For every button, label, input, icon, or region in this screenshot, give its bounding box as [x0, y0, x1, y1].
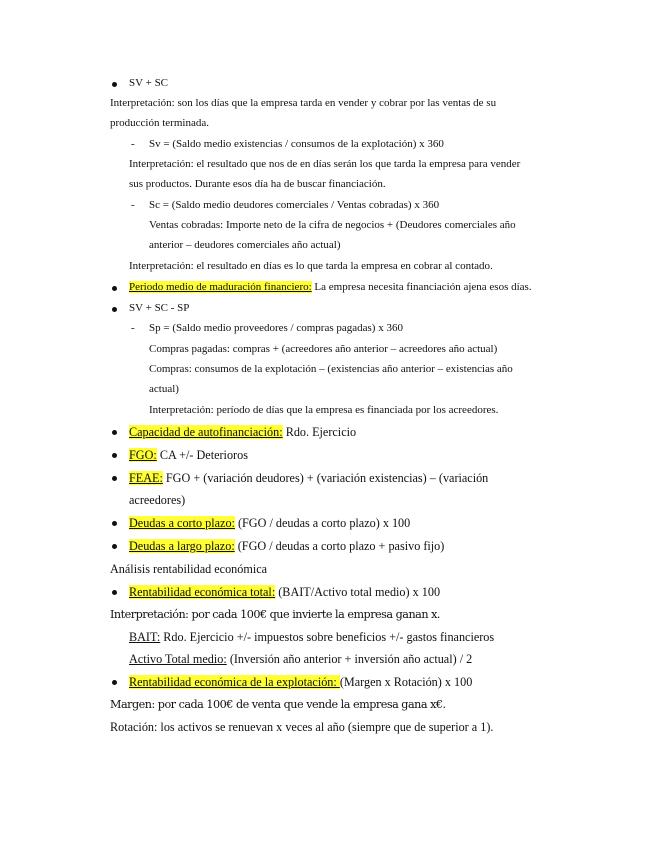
text-line: Compras: consumos de la explotación – (existencias año anterior – existencias año	[149, 363, 513, 375]
text-line: anterior – deudores comerciales año actual)	[149, 239, 341, 251]
text-line: Interpretación: son los días que la empresa tarda en vender y cobrar por las ventas de su	[110, 97, 497, 109]
text-line: SV + SC - SP	[129, 302, 190, 314]
bullet-icon	[112, 521, 117, 526]
text-line: Sv = (Saldo medio existencias / consumos de la explotación) x 360	[149, 138, 444, 150]
highlighted-label: Rentabilidad económica total:	[129, 585, 276, 599]
text-line: actual)	[149, 383, 179, 395]
highlighted-label: Deudas a corto plazo:	[129, 516, 235, 530]
text-line: BAIT: Rdo. Ejercicio +/- impuestos sobre beneficios +/- gastos financieros	[129, 630, 495, 644]
bullet-icon	[112, 476, 117, 481]
text-line: Sc = (Saldo medio deudores comerciales / Ventas cobradas) x 360	[149, 199, 440, 211]
text-line: Activo Total medio: (Inversión año anterior + inversión año actual) / 2	[129, 652, 473, 666]
text-line: Rentabilidad económica de la explotación: (Margen x Rotación) x 100	[129, 675, 473, 689]
underlined-label: Activo Total medio:	[129, 652, 227, 666]
text-line: Rentabilidad económica total: (BAIT/Activo total medio) x 100	[129, 585, 441, 599]
text-line: Deudas a corto plazo: (FGO / deudas a corto plazo) x 100	[129, 516, 411, 530]
highlighted-label: Capacidad de autofinanciación:	[129, 425, 283, 439]
text-line: Sp = (Saldo medio proveedores / compras pagadas) x 360	[149, 322, 403, 334]
section-heading: Análisis rentabilidad económica	[110, 562, 268, 576]
bullet-icon	[112, 286, 117, 291]
dash-marker: -	[131, 138, 135, 150]
text-line: sus productos. Durante esos día ha de buscar financiación.	[129, 178, 386, 190]
text-line: Ventas cobradas: Importe neto de la cifra de negocios + (Deudores comerciales año	[149, 219, 516, 231]
text-line: Deudas a largo plazo: (FGO / deudas a corto plazo + pasivo fijo)	[129, 539, 445, 553]
text-line: Interpretación: por cada 100€ que invierte la empresa ganan x.	[110, 608, 440, 621]
highlighted-label: Periodo medio de maduración financiero:	[129, 281, 312, 293]
bullet-icon	[112, 590, 117, 595]
text-line: Periodo medio de maduración financiero: La empresa necesita financiación ajena esos días.	[129, 281, 532, 293]
bullet-icon	[112, 430, 117, 435]
underlined-label: BAIT:	[129, 630, 161, 644]
text-line: Compras pagadas: compras + (acreedores año anterior – acreedores año actual)	[149, 343, 498, 355]
text-line: FGO: CA +/- Deterioros	[129, 448, 248, 462]
bullet-icon	[112, 307, 117, 312]
highlighted-label: Rentabilidad económica de la explotación:	[129, 675, 340, 689]
text-line: SV + SC	[129, 77, 169, 89]
dash-marker: -	[131, 199, 135, 211]
text-line: acreedores)	[129, 493, 186, 507]
text-line: Interpretación: período de días que la empresa es financiada por los acreedores.	[149, 404, 499, 416]
bullet-icon	[112, 544, 117, 549]
text-line: Margen: por cada 100€ de venta que vende la empresa gana x€.	[110, 698, 446, 711]
text-line: Rotación: los activos se renuevan x veces al año (siempre que de superior a 1).	[110, 720, 494, 734]
bullet-icon	[112, 680, 117, 685]
text-line: producción terminada.	[110, 117, 209, 129]
highlighted-label: FEAE:	[129, 471, 163, 485]
text-line: Capacidad de autofinanciación: Rdo. Ejercicio	[129, 425, 357, 439]
bullet-icon	[112, 453, 117, 458]
text-line: Interpretación: el resultado en días es lo que tarda la empresa en cobrar al contado.	[129, 260, 493, 272]
highlighted-label: FGO:	[129, 448, 157, 462]
highlighted-label: Deudas a largo plazo:	[129, 539, 235, 553]
text-line: FEAE: FGO + (variación deudores) + (variación existencias) – (variación	[129, 471, 489, 485]
dash-marker: -	[131, 322, 135, 334]
bullet-icon	[112, 82, 117, 87]
text-line: Interpretación: el resultado que nos de en días serán los que tarda la empresa para vender	[129, 158, 521, 170]
